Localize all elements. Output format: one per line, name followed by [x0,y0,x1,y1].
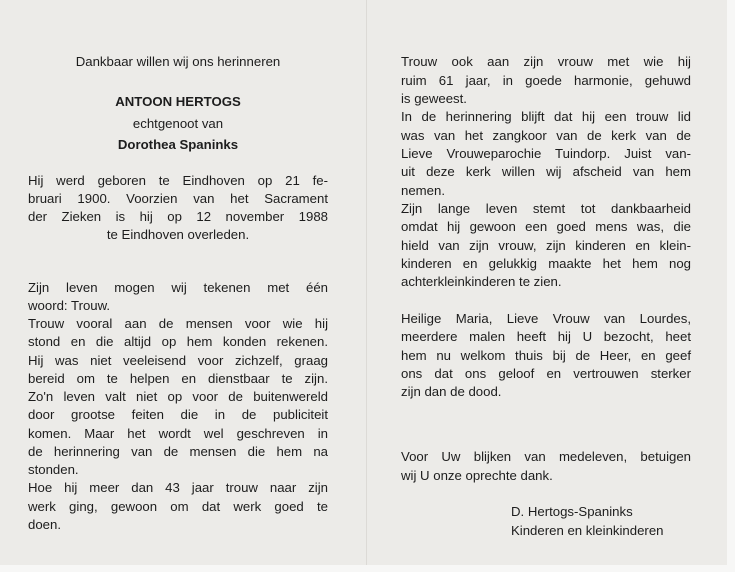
para-line: In de herinnering blijft dat hij een trouw lid [401,109,691,124]
para-line: Zijn lange leven stemt tot dankbaarheid [401,201,691,216]
bio-line: te Eindhoven overleden. [106,227,250,242]
thanks-line: Voor Uw blijken van medeleven, betuigen [401,449,691,464]
body-line: door grootse feiten die in de publiciteit [28,407,328,422]
prayer-line: ons dat ons geloof en vertrouwen sterker [401,366,691,381]
intro-text: Dankbaar willen wij ons herinneren [75,54,281,69]
prayer-line: zijn dan de dood. [401,384,502,399]
prayer-line: meerdere malen heeft hij U bezocht, heet [401,329,691,344]
signature-family: Kinderen en kleinkinderen [511,523,664,538]
body-line: woord: Trouw. [28,298,111,313]
body-line: Trouw vooral aan de mensen voor wie hij [28,316,328,331]
card-edge-bottom [0,565,735,572]
para-line: ruim 61 jaar, in goede harmonie, gehuwd [401,73,691,88]
para-line: nemen. [401,183,445,198]
body-line: Hij was niet veeleisend voor zichzelf, graag [28,353,328,368]
prayer-line: Heilige Maria, Lieve Vrouw van Lourdes, [401,311,691,326]
bio-line: der Zieken is hij op 12 november 1988 [28,209,328,224]
spouse-name: Dorothea Spaninks [117,137,239,152]
body-line: stonden. [28,462,79,477]
para-line: Trouw ook aan zijn vrouw met wie hij [401,54,691,69]
para-line: uit deze kerk willen wij afscheid van hem [401,164,691,179]
bio-line: Hij werd geboren te Eindhoven op 21 fe- [28,173,328,188]
body-line: komen. Maar het wordt wel geschreven in [28,426,328,441]
body-line: Zo'n leven valt niet op voor de buitenwereld [28,389,328,404]
signature-name: D. Hertogs-Spaninks [511,504,633,519]
para-line: is geweest. [401,91,467,106]
para-line: omdat hij gewoon een goed mens was, die [401,219,691,234]
body-line: Hoe hij meer dan 43 jaar trouw naar zijn [28,480,328,495]
thanks-line: wij U onze oprechte dank. [401,468,553,483]
body-line: stond en die altijd op hem konden rekenen. [28,334,328,349]
prayer-line: hem nu welkom thuis bij de Heer, en geef [401,348,691,363]
para-line: hield van zijn vrouw, zijn kinderen en klein- [401,238,691,253]
para-line: kinderen en gelukkig maakte het hem nog [401,256,691,271]
card-fold [366,0,367,572]
body-line: werk ging, gewoon om dat werk goed te [28,499,328,514]
card-edge-right [727,0,735,572]
body-line: bereid om te helpen en dienstbaar te zijn. [28,371,328,386]
deceased-name: ANTOON HERTOGS [115,94,241,109]
spouse-prefix: echtgenoot van [132,116,224,131]
body-line: de herinnering van de mensen die hem na [28,444,328,459]
bio-line: bruari 1900. Voorzien van het Sacrament [28,191,328,206]
para-line: was van het zangkoor van de kerk van de [401,128,691,143]
para-line: achterkleinkinderen te zien. [401,274,562,289]
body-line: doen. [28,517,62,532]
body-line: Zijn leven mogen wij tekenen met één [28,280,328,295]
para-line: Lieve Vrouweparochie Tuindorp. Juist van- [401,146,691,161]
